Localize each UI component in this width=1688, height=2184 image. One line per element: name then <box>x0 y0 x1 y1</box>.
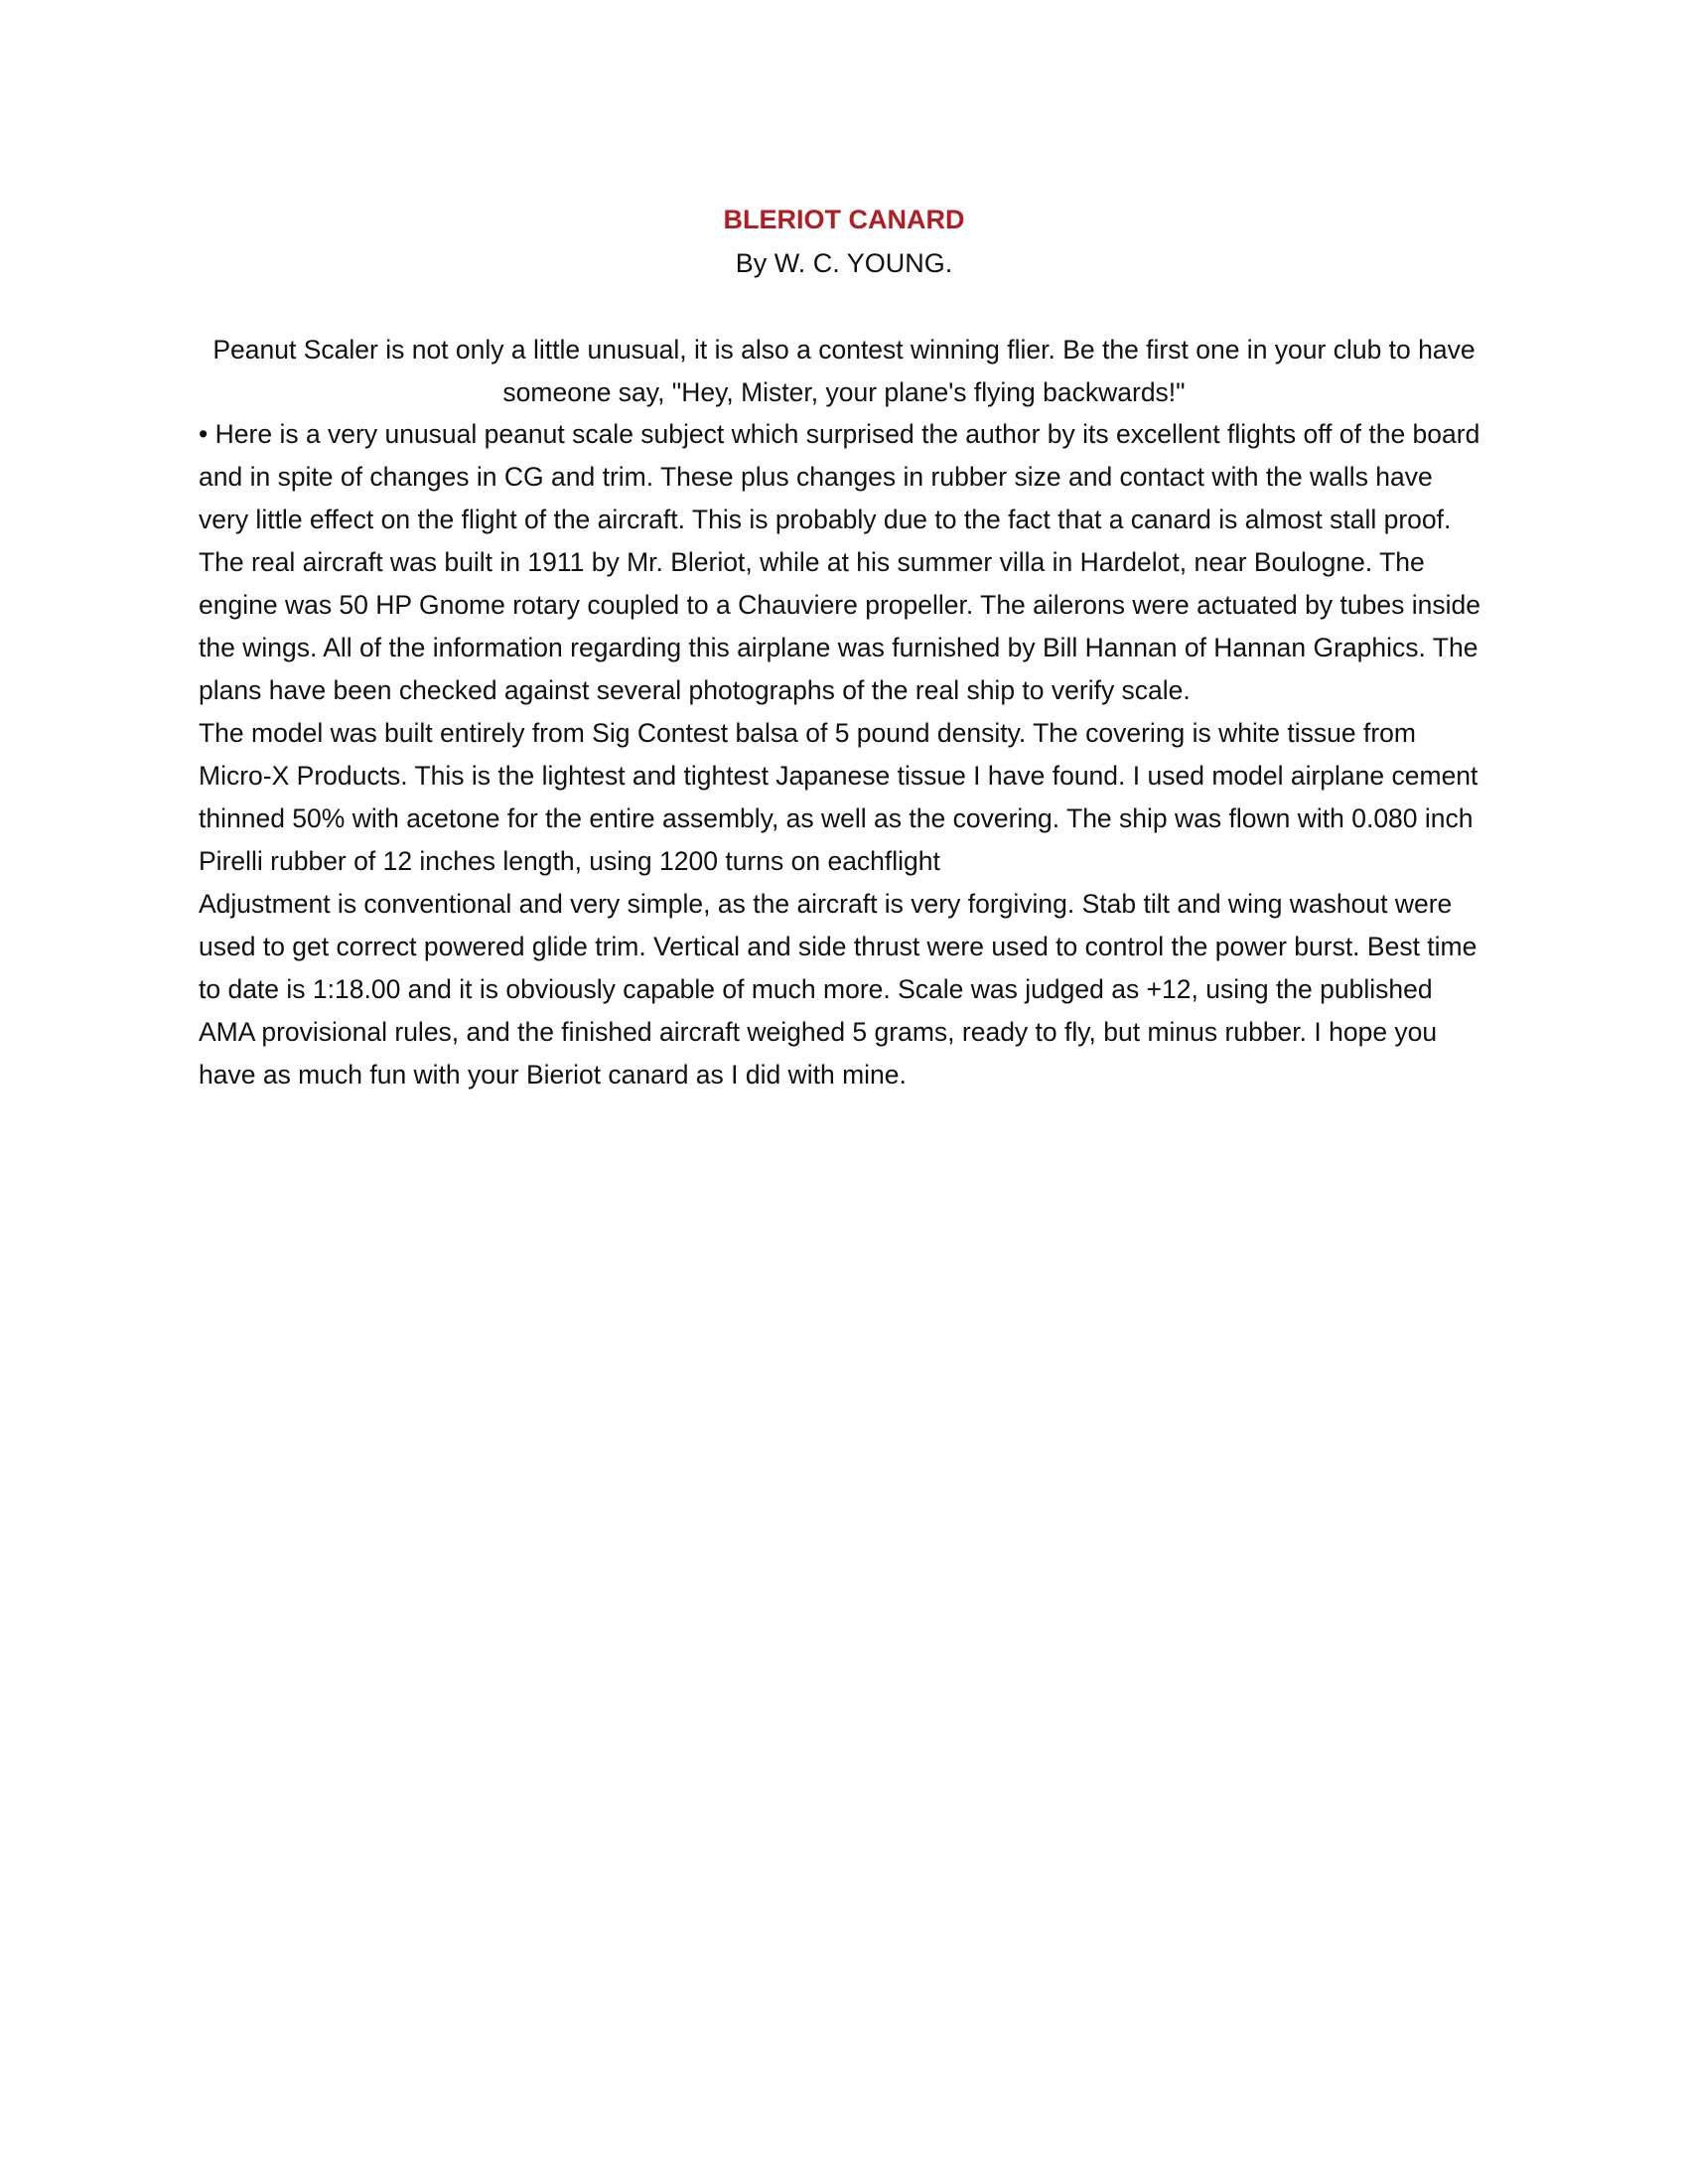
body-paragraph: • Here is a very unusual peanut scale subject which surprised the author by its excellent flights off of the board and in spite of changes in CG and trim. These plus changes in rubber size and contact with the walls have very little effect on the flight of the aircraft. This is probably due to the fact that a canard is almost stall proof. <box>199 419 1480 534</box>
body-paragraph: Adjustment is conventional and very simple, as the aircraft is very forgiving. Stab tilt and wing washout were used to get correct powered glide trim. Vertical and side thrust were used to control the power burst. Best time to date is 1:18.00 and it is obviously capable of much more. Scale was judged as +12, using the published AMA provisional rules, and the finished aircraft weighed 5 grams, ready to fly, but minus rubber. I hope you have as much fun with your Bieriot canard as I did with mine. <box>199 889 1477 1090</box>
article-body <box>199 413 1489 1096</box>
body-paragraph: The model was built entirely from Sig Contest balsa of 5 pound density. The covering is white tissue from Micro-X Products. This is the lightest and tightest Japanese tissue I have found. I used model airplane cement thinned 50% with acetone for the entire assembly, as well as the covering. The ship was flown with 0.080 inch Pirelli rubber of 12 inches length, using 1200 turns on eachflight <box>199 718 1478 876</box>
author-byline: By W. C. YOUNG. <box>735 248 953 278</box>
document-title: BLERIOT CANARD <box>723 205 965 234</box>
intro-paragraph: Peanut Scaler is not only a little unusual, it is also a contest winning flier. Be the first one in your club to have someone say, "Hey, Mister, your plane's flying backwards!" <box>212 335 1476 407</box>
body-paragraph: The real aircraft was built in 1911 by Mr. Bleriot, while at his summer villa in Hardelot, near Boulogne. The engine was 50 HP Gnome rotary coupled to a Chauviere propeller. The ailerons were actuated by tubes inside the wings. All of the information regarding this airplane was furnished by Bill Hannan of Hannan Graphics. The plans have been checked against several photographs of the real ship to verify scale. <box>199 547 1480 705</box>
